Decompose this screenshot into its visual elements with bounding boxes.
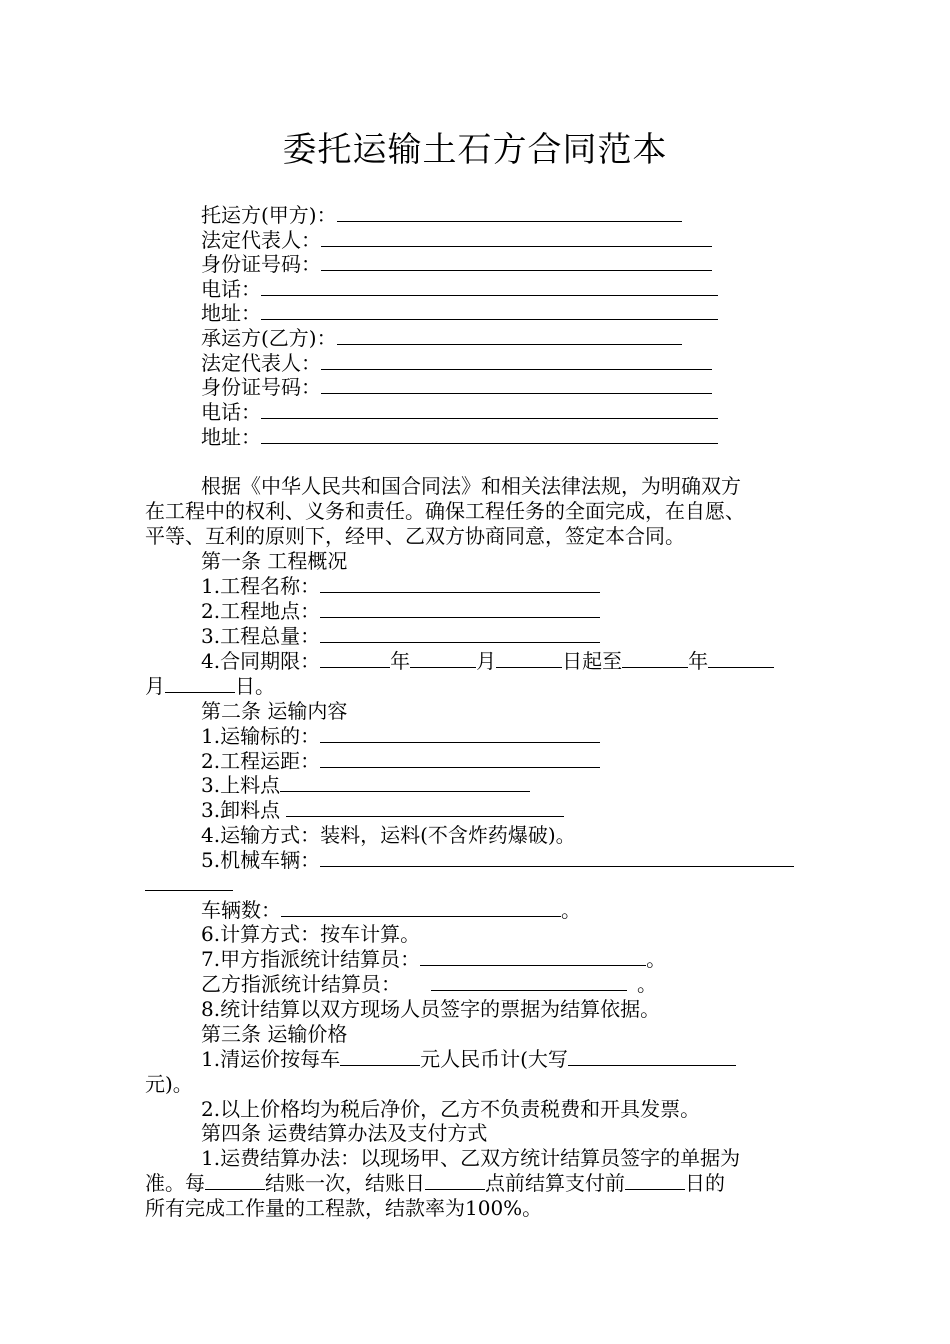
party-a-rep-blank[interactable] [321, 228, 712, 247]
party-a-clerk-blank[interactable] [420, 947, 646, 966]
project-location-line: 2.工程地点： [201, 599, 600, 623]
party-a-address-blank[interactable] [261, 301, 718, 320]
project-quantity-line: 3.工程总量： [201, 624, 600, 648]
party-a-phone-line: 电话： [201, 277, 718, 301]
party-b-id-blank[interactable] [321, 375, 712, 394]
transport-object-line: 1.运输标的： [201, 724, 600, 748]
project-location-blank[interactable] [320, 599, 600, 618]
party-a-address-line: 地址： [201, 301, 718, 325]
contract-period-line-2: 月 日。 [145, 674, 275, 698]
article-1-heading: 第一条 工程概况 [201, 549, 348, 573]
intro-line-2: 在工程中的权利、义务和责任。确保工程任务的全面完成，在自愿、 [145, 499, 745, 523]
unit-price-line-2: 元)。 [145, 1072, 193, 1096]
party-a-name-line: 托运方(甲方)： [201, 203, 682, 227]
party-a-name-blank[interactable] [337, 203, 682, 222]
party-b-phone-line: 电话： [201, 400, 718, 424]
project-name-line: 1.工程名称： [201, 574, 600, 598]
intro-line-3: 平等、互利的原则下，经甲、乙双方协商同意，签定本合同。 [145, 524, 685, 548]
unit-price-line: 1.清运价按每车 元人民币计(大写 [201, 1047, 736, 1071]
settlement-basis-line: 8.统计结算以双方现场人员签字的票据为结算依据。 [201, 997, 661, 1021]
article-2-heading: 第二条 运输内容 [201, 699, 348, 723]
settlement-hour-blank[interactable] [425, 1171, 485, 1190]
settlement-method-line-2: 准。每 结账一次，结账日 点前结算支付前 日的 [145, 1171, 725, 1195]
loading-point-blank[interactable] [280, 773, 530, 792]
price-in-words-blank[interactable] [568, 1047, 736, 1066]
party-b-rep-blank[interactable] [321, 351, 712, 370]
transport-object-blank[interactable] [320, 724, 600, 743]
settlement-method-line-1: 1.运费结算办法：以现场甲、乙双方统计结算员签字的单据为 [201, 1146, 741, 1170]
settlement-method-line-3: 所有完成工作量的工程款，结款率为100%。 [145, 1196, 543, 1220]
article-3-heading: 第三条 运输价格 [201, 1022, 348, 1046]
project-quantity-blank[interactable] [320, 624, 600, 643]
party-b-id-line: 身份证号码： [201, 375, 712, 399]
start-day-blank[interactable] [496, 649, 562, 668]
party-b-clerk-line: 乙方指派统计结算员： 。 [201, 972, 657, 996]
party-b-address-blank[interactable] [261, 425, 718, 444]
settlement-period-blank[interactable] [205, 1171, 265, 1190]
unit-price-blank[interactable] [340, 1047, 420, 1066]
party-b-rep-line: 法定代表人： [201, 351, 712, 375]
contract-period-line: 4.合同期限： 年 月 日起至 年 [201, 649, 774, 673]
end-month-blank[interactable] [708, 649, 774, 668]
party-a-clerk-line: 7.甲方指派统计结算员： 。 [201, 947, 667, 971]
party-b-phone-blank[interactable] [261, 400, 718, 419]
vehicle-count-line: 车辆数： 。 [201, 898, 581, 922]
machinery-blank-continued[interactable] [145, 890, 233, 891]
party-b-address-line: 地址： [201, 425, 718, 449]
party-a-rep-line: 法定代表人： [201, 228, 712, 252]
end-day-blank[interactable] [165, 674, 235, 693]
unloading-point-blank[interactable] [286, 798, 564, 817]
party-b-name-blank[interactable] [337, 326, 682, 345]
machinery-blank[interactable] [320, 848, 794, 867]
party-a-id-line: 身份证号码： [201, 252, 712, 276]
machinery-line: 5.机械车辆： [201, 848, 794, 872]
start-year-blank[interactable] [320, 649, 390, 668]
party-b-clerk-blank[interactable] [431, 972, 627, 991]
end-year-blank[interactable] [622, 649, 688, 668]
vehicle-count-blank[interactable] [281, 898, 561, 917]
unloading-point-line: 3.卸料点 [201, 798, 564, 822]
net-price-line: 2.以上价格均为税后净价，乙方不负责税费和开具发票。 [201, 1097, 701, 1121]
intro-line-1: 根据《中华人民共和国合同法》和相关法律法规，为明确双方 [201, 474, 741, 498]
transport-method-line: 4.运输方式：装料，运料(不含炸药爆破)。 [201, 823, 576, 847]
party-a-phone-blank[interactable] [261, 277, 718, 296]
transport-distance-line: 2.工程运距： [201, 749, 600, 773]
party-b-name-line: 承运方(乙方)： [201, 326, 682, 350]
document-title: 委托运输土石方合同范本 [282, 130, 668, 170]
start-month-blank[interactable] [410, 649, 476, 668]
article-4-heading: 第四条 运费结算办法及支付方式 [201, 1121, 488, 1145]
settlement-day-blank[interactable] [625, 1171, 685, 1190]
project-name-blank[interactable] [320, 574, 600, 593]
transport-distance-blank[interactable] [320, 749, 600, 768]
calculation-method-line: 6.计算方式：按车计算。 [201, 922, 421, 946]
party-a-id-blank[interactable] [321, 252, 712, 271]
loading-point-line: 3.上料点 [201, 773, 530, 797]
